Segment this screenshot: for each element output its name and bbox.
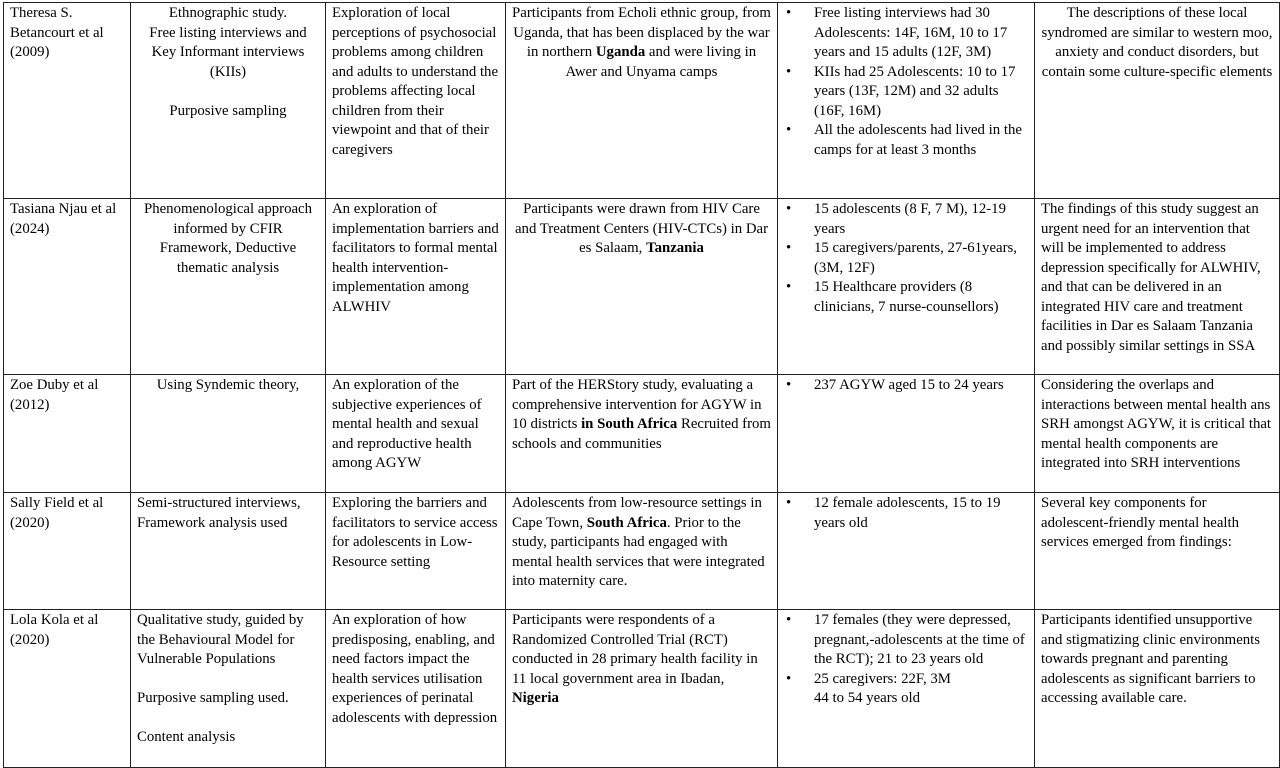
location-cell [506,199,778,375]
sample-item: • 15 adolescents (8 F, 7 M), 12-19 years [784,200,1028,239]
location-text: and were living in Awer and Unyama camps [565,44,757,80]
location-cell [506,3,778,199]
sample-cell [778,493,1035,610]
author-cell: Tasiana Njau et al (2024) [4,199,131,375]
author-cell: Zoe Duby et al (2012) [4,375,131,493]
sample-item: • 25 caregivers: 22F, 3M 44 to 54 years old [784,670,1028,709]
sample-cell [778,375,1035,493]
aim-cell: An exploration of how predisposing, enabling, and need factors impact the health services utilisation experiences of perinatal adolescents with depression [326,610,506,768]
sample-list [784,494,1028,533]
author-cell: Sally Field et al (2020) [4,493,131,610]
location-text: Participants from Echoli ethnic group, from Uganda, that has been displaced by the war in northern [512,5,771,60]
table-row [4,375,1280,493]
aim-cell: An exploration of the subjective experiences of mental health and sexual and reproductive health among AGYW [326,375,506,493]
findings-cell: The findings of this study suggest an urgent need for an intervention that will be implemented to address depression specifically for ALWHIV, and that can be delivered in an integrated HIV care and treatment facilities in Dar es Salaam Tanzania and possibly similar settings in SSA [1035,199,1280,375]
sample-list [784,4,1028,160]
country-name: Uganda [595,44,646,60]
aim-cell: An exploration of implementation barriers and facilitators to formal mental health intervention-implementation among ALWHIV [326,199,506,375]
findings-cell: Participants identified unsupportive and stigmatizing clinic environments towards pregnant and parenting adolescents as significant barriers to accessing available care. [1035,610,1280,768]
table-row [4,610,1280,768]
sample-list [784,200,1028,317]
author-cell: Theresa S. Betancourt et al (2009) [4,3,131,199]
design-cell: Semi-structured interviews, Framework analysis used [131,493,326,610]
sample-item: • Free listing interviews had 30 Adolescents: 14F, 16M, 10 to 17 years and 15 adults (12F, 3M) [784,4,1028,63]
findings-cell: Several key components for adolescent-friendly mental health services emerged from findings: [1035,493,1280,610]
country-name: South Africa [586,514,667,531]
studies-table [3,2,1280,768]
sample-item: • 15 Healthcare providers (8 clinicians, 7 nurse-counsellors) [784,278,1028,317]
location-cell [506,493,778,610]
sample-cell [778,610,1035,768]
sample-item: • All the adolescents had lived in the camps for at least 3 months [784,121,1028,160]
sample-list [784,376,1028,396]
design-cell: Phenomenological approach informed by CFIR Framework, Deductive thematic analysis [131,199,326,375]
design-cell: Using Syndemic theory, [131,375,326,493]
sample-item: • 15 caregivers/parents, 27-61years, (3M, 12F) [784,239,1028,278]
aim-cell: Exploring the barriers and facilitators to service access for adolescents in Low-Resource setting [326,493,506,610]
table-row [4,493,1280,610]
location-cell [506,610,778,768]
design-cell: Qualitative study, guided by the Behavioural Model for Vulnerable Populations Purposive sampling used. Content analysis [131,610,326,768]
country-name: in South Africa [581,416,678,432]
sample-item: • 17 females (they were depressed, pregnant,-adolescents at the time of the RCT); 21 to 23 years old [784,611,1028,670]
aim-cell: Exploration of local perceptions of psychosocial problems among children and adults to understand the problems affecting local children from their viewpoint and that of their caregivers [326,3,506,199]
location-text: Participants were drawn from HIV Care and Treatment Centers (HIV-CTCs) in Dar es Salaam, [514,201,769,256]
sample-item: • KIIs had 25 Adolescents: 10 to 17 years (13F, 12M) and 32 adults (16F, 16M) [784,63,1028,122]
table-row [4,3,1280,199]
design-cell: Ethnographic study. Free listing interviews and Key Informant interviews (KIIs) Purposive sampling [131,3,326,199]
country-name: Tanzania [646,240,704,256]
location-text: Participants were respondents of a Randomized Controlled Trial (RCT) conducted in 28 primary health facility in 11 local government area in Ibadan, [512,612,758,687]
sample-item: • 12 female adolescents, 15 to 19 years old [784,494,1028,533]
author-cell: Lola Kola et al (2020) [4,610,131,768]
findings-cell: Considering the overlaps and interactions between mental health ans SRH amongst AGYW, it is critical that mental health components are integrated into SRH interventions [1035,375,1280,493]
findings-cell: The descriptions of these local syndromed are similar to western moo, anxiety and conduct disorders, but contain some culture-specific elements [1035,3,1280,199]
location-text: Part of the HERStory study, evaluating a comprehensive intervention for AGYW in 10 districts [512,377,762,432]
country-name: Nigeria [512,690,559,706]
sample-cell [778,3,1035,199]
location-cell [506,375,778,493]
sample-item: • 237 AGYW aged 15 to 24 years [784,376,1028,396]
sample-list [784,611,1028,709]
location-text: Adolescents from low-resource settings in Cape Town, [512,495,762,531]
table-row [4,199,1280,375]
sample-cell [778,199,1035,375]
location-text: . Prior to the study, participants had engaged with mental health services that were integrated into maternity care. [512,514,765,589]
location-text: Recruited from schools and communities [512,416,771,452]
